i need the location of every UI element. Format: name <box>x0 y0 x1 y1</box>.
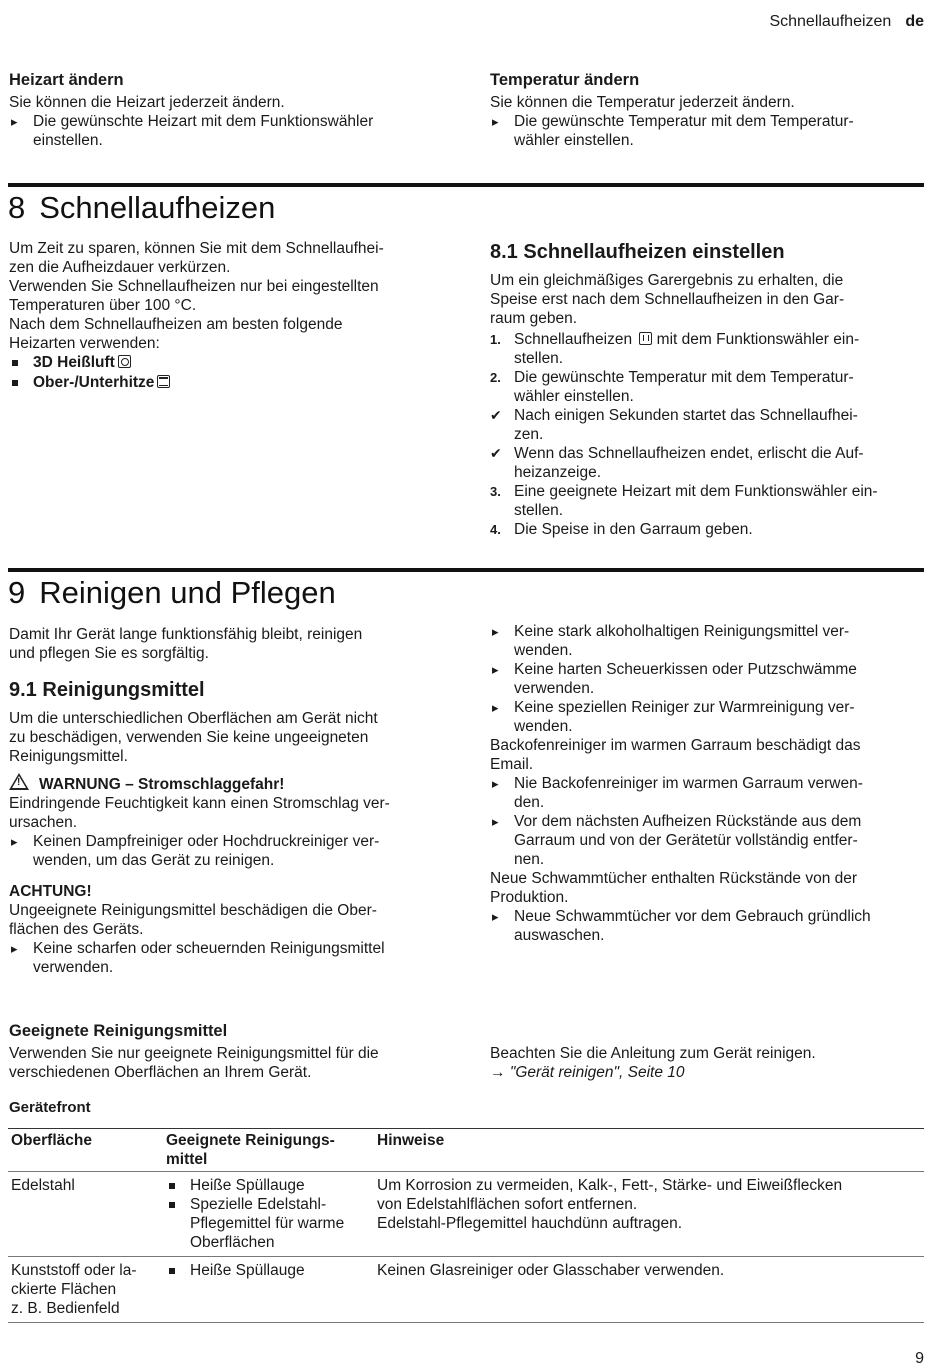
subsection-9-1-heading <box>9 678 429 702</box>
bullet-text: ▸ Keine stark alkoholhaltigen Reinigungsmittel ver- <box>514 623 850 640</box>
paragraph-line: Heizarten verwenden: <box>9 335 160 352</box>
bullet-text: ▸ Vor dem nächsten Aufheizen Rückstände aus dem <box>514 813 862 830</box>
bullet-text: Garraum und von der Gerätetür vollständig entfer- <box>514 832 858 849</box>
section-9-left <box>9 625 429 977</box>
section-divider <box>8 568 924 572</box>
column-header: Hinweise <box>377 1132 445 1149</box>
step-number: 4. <box>490 522 501 537</box>
heizart-step-line: ▸ Die gewünschte Heizart mit dem Funktionswähler <box>33 113 374 130</box>
heating-mode-item <box>9 353 429 372</box>
heizart-block <box>9 70 429 150</box>
heizart-step <box>9 112 429 150</box>
step-text: Die Speise in den Garraum geben. <box>514 521 753 538</box>
paragraph-line: Damit Ihr Gerät lange funktionsfähig bleibt, reinigen <box>9 626 363 643</box>
fan-heat-icon <box>118 355 131 368</box>
step-number: 3. <box>490 484 501 499</box>
top-bottom-heat-icon <box>157 375 170 388</box>
step-text: stellen. <box>514 502 564 519</box>
cell-text: Oberflächen <box>190 1234 275 1251</box>
paragraph-line: flächen des Geräts. <box>9 921 144 938</box>
geeignete-right <box>490 1044 910 1082</box>
step-item <box>490 482 910 520</box>
geeignete-title: Geeignete Reinigungsmittel <box>9 1022 228 1040</box>
paragraph-line: Beachten Sie die Anleitung zum Gerät reinigen. <box>490 1045 816 1062</box>
warning-title: WARNUNG – Stromschlaggefahr! <box>39 776 285 793</box>
subsection-title: Reinigungsmittel <box>42 679 205 701</box>
bullet-text: den. <box>514 794 545 811</box>
section-8-heading <box>8 190 275 226</box>
cell-text: Heiße Spüllauge <box>190 1177 305 1194</box>
heizart-title: Heizart ändern <box>9 71 124 89</box>
section-number: 8 <box>8 190 26 225</box>
paragraph-line: Speise erst nach dem Schnellaufheizen in den Gar- <box>490 291 845 308</box>
surface-cell <box>8 1172 163 1257</box>
warning-icon <box>9 773 29 790</box>
subsection-title: Schnellaufheizen einstellen <box>523 241 785 263</box>
paragraph-line: zu beschädigen, verwenden Sie keine ungeeigneten <box>9 729 369 746</box>
section-number: 9 <box>8 575 26 610</box>
step-number: 1. <box>490 332 501 347</box>
subsection-intro <box>490 271 910 328</box>
paragraph-line: Verwenden Sie nur geeignete Reinigungsmittel für die <box>9 1045 379 1062</box>
result-text: zen. <box>514 426 544 443</box>
cell-text: von Edelstahlflächen sofort entfernen. <box>377 1196 638 1213</box>
paragraph-line: Eindringende Feuchtigkeit kann einen Stromschlag ver- <box>9 795 390 812</box>
section-8-intro <box>9 239 429 392</box>
paragraph-line: Backofenreiniger im warmen Garraum beschädigt das <box>490 737 861 754</box>
header-language: de <box>905 13 924 30</box>
agents-cell <box>163 1257 374 1323</box>
bullet-item <box>490 812 910 869</box>
heizart-text: Sie können die Heizart jederzeit ändern. <box>9 94 285 111</box>
bullet-text: verwenden. <box>514 680 595 697</box>
section-9-heading <box>8 575 336 611</box>
subsection-intro <box>9 709 429 766</box>
cell-text: Spezielle Edelstahl- <box>190 1196 327 1213</box>
step-text: ▸ Keine scharfen oder scheuernden Reinigungsmittel <box>33 940 385 957</box>
temperatur-step <box>490 112 910 150</box>
bullet-text: nen. <box>514 851 545 868</box>
cell-text: Pflegemittel für warme <box>190 1215 345 1232</box>
table-header-row <box>8 1129 924 1172</box>
subsection-number: 9.1 <box>9 679 37 701</box>
cell-text: Heiße Spüllauge <box>190 1262 305 1279</box>
check-icon: ✔ <box>490 407 502 423</box>
arrow-right-icon: → <box>490 1064 506 1081</box>
subsection-number: 8.1 <box>490 241 518 263</box>
bullet-text: wenden. <box>514 718 573 735</box>
heating-mode-label: Ober-/Unterhitze <box>33 374 155 391</box>
column-header: Oberfläche <box>11 1132 92 1149</box>
temperatur-step-line: wähler einstellen. <box>514 132 634 149</box>
temperatur-block <box>490 70 910 150</box>
bullet-text: ▸ Nie Backofenreiniger im warmen Garraum verwen- <box>514 775 863 792</box>
paragraph-line: Ungeeignete Reinigungsmittel beschädigen die Ober- <box>9 902 377 919</box>
bullet-text: ▸ Neue Schwammtücher vor dem Gebrauch gründlich <box>514 908 871 925</box>
table-caption: Gerätefront <box>9 1099 91 1116</box>
cell-text: z. B. Bedienfeld <box>11 1300 120 1317</box>
result-text: heizanzeige. <box>514 464 602 481</box>
paragraph-line: verschiedenen Oberflächen an Ihrem Gerät. <box>9 1064 312 1081</box>
column-header-line: Geeignete Reinigungs- <box>166 1132 335 1149</box>
result-item <box>490 444 910 482</box>
agent-item <box>166 1261 371 1280</box>
agent-item <box>166 1176 371 1195</box>
step-text: Eine geeignete Heizart mit dem Funktionswähler ein- <box>514 483 878 500</box>
column-header-line: mittel <box>166 1151 208 1168</box>
page-number: 9 <box>915 1350 924 1367</box>
step-text: ▸ Keinen Dampfreiniger oder Hochdruckreiniger ver- <box>33 833 380 850</box>
cell-text: Edelstahl <box>11 1177 75 1194</box>
paragraph-line: raum geben. <box>490 310 578 327</box>
fast-heat-icon <box>639 332 652 345</box>
notes-cell <box>374 1257 924 1323</box>
step-item <box>490 330 910 368</box>
heizart-step-line: einstellen. <box>33 132 103 149</box>
bullet-item <box>490 660 910 698</box>
running-header <box>769 12 924 31</box>
caution-step <box>9 939 429 977</box>
page-reference[interactable] <box>490 1063 910 1082</box>
paragraph-line: Neue Schwammtücher enthalten Rückstände von der <box>490 870 858 887</box>
section-divider <box>8 183 924 187</box>
bullet-text: auswaschen. <box>514 927 605 944</box>
step-text: Die gewünschte Temperatur mit dem Temperatur- <box>514 369 854 386</box>
table-row <box>8 1257 924 1323</box>
bullet-item <box>490 907 910 945</box>
temperatur-step-line: ▸ Die gewünschte Temperatur mit dem Temperatur- <box>514 113 854 130</box>
check-icon: ✔ <box>490 445 502 461</box>
paragraph-line: Um die unterschiedlichen Oberflächen am Gerät nicht <box>9 710 378 727</box>
step-text: wenden, um das Gerät zu reinigen. <box>33 852 275 869</box>
step-item <box>490 368 910 406</box>
step-item <box>490 520 910 539</box>
notes-cell <box>374 1172 924 1257</box>
paragraph-line: zen die Aufheizdauer verkürzen. <box>9 259 231 276</box>
bullet-item <box>490 698 910 736</box>
heating-mode-label: 3D Heißluft <box>33 354 115 371</box>
step-text: mit dem Funktionswähler ein- <box>652 331 860 348</box>
step-text: stellen. <box>514 350 564 367</box>
bullet-text: ▸ Keine harten Scheuerkissen oder Putzschwämme <box>514 661 857 678</box>
cell-text: Edelstahl-Pflegemittel hauchdünn auftragen. <box>377 1215 683 1232</box>
result-text: Nach einigen Sekunden startet das Schnellaufhei- <box>514 407 858 424</box>
column-header <box>163 1129 374 1172</box>
subsection-8-1-heading <box>490 240 910 264</box>
step-number: 2. <box>490 370 501 385</box>
result-text: Wenn das Schnellaufheizen endet, erlischt die Auf- <box>514 445 864 462</box>
agent-item <box>166 1195 371 1252</box>
reference-link[interactable]: "Gerät reinigen", Seite 10 <box>509 1064 685 1081</box>
bullet-item <box>490 774 910 812</box>
cell-text: Kunststoff oder la- <box>11 1262 137 1279</box>
section-title: Reinigen und Pflegen <box>39 575 336 610</box>
paragraph-line: und pflegen Sie es sorgfältig. <box>9 645 209 662</box>
table-row <box>8 1172 924 1257</box>
paragraph-line: Temperaturen über 100 °C. <box>9 297 197 314</box>
bullet-item <box>490 622 910 660</box>
heating-mode-item <box>9 373 429 392</box>
cleaning-table <box>8 1128 924 1323</box>
temperatur-text: Sie können die Temperatur jederzeit ändern. <box>490 94 795 111</box>
agents-cell <box>163 1172 374 1257</box>
section-title: Schnellaufheizen <box>39 190 276 225</box>
geeignete-left <box>9 1044 429 1082</box>
subsection-8-1 <box>490 240 910 539</box>
warning-heading <box>9 773 429 794</box>
paragraph-line: Reinigungsmittel. <box>9 748 128 765</box>
step-text: verwenden. <box>33 959 114 976</box>
bullet-text: ▸ Keine speziellen Reiniger zur Warmreinigung ver- <box>514 699 855 716</box>
paragraph-line: Produktion. <box>490 889 569 906</box>
paragraph-line: Email. <box>490 756 534 773</box>
cell-text: ckierte Flächen <box>11 1281 117 1298</box>
paragraph-line: Um ein gleichmäßiges Garergebnis zu erhalten, die <box>490 272 844 289</box>
cell-text: Um Korrosion zu vermeiden, Kalk-, Fett-, Stärke- und Eiweißflecken <box>377 1177 843 1194</box>
step-text: wähler einstellen. <box>514 388 634 405</box>
surface-cell <box>8 1257 163 1323</box>
caution-title: ACHTUNG! <box>9 883 92 900</box>
temperatur-title: Temperatur ändern <box>490 71 640 89</box>
section-9-right <box>490 622 910 945</box>
paragraph-line: Um Zeit zu sparen, können Sie mit dem Schnellaufhei- <box>9 240 384 257</box>
header-section: Schnellaufheizen <box>769 13 892 30</box>
cell-text: Keinen Glasreiniger oder Glasschaber verwenden. <box>377 1262 725 1279</box>
step-text: Schnellaufheizen <box>514 331 633 348</box>
warning-step <box>9 832 429 870</box>
paragraph-line: Nach dem Schnellaufheizen am besten folgende <box>9 316 343 333</box>
result-item <box>490 406 910 444</box>
paragraph-line: ursachen. <box>9 814 78 831</box>
paragraph-line: Verwenden Sie Schnellaufheizen nur bei eingestellten <box>9 278 379 295</box>
bullet-text: wenden. <box>514 642 573 659</box>
